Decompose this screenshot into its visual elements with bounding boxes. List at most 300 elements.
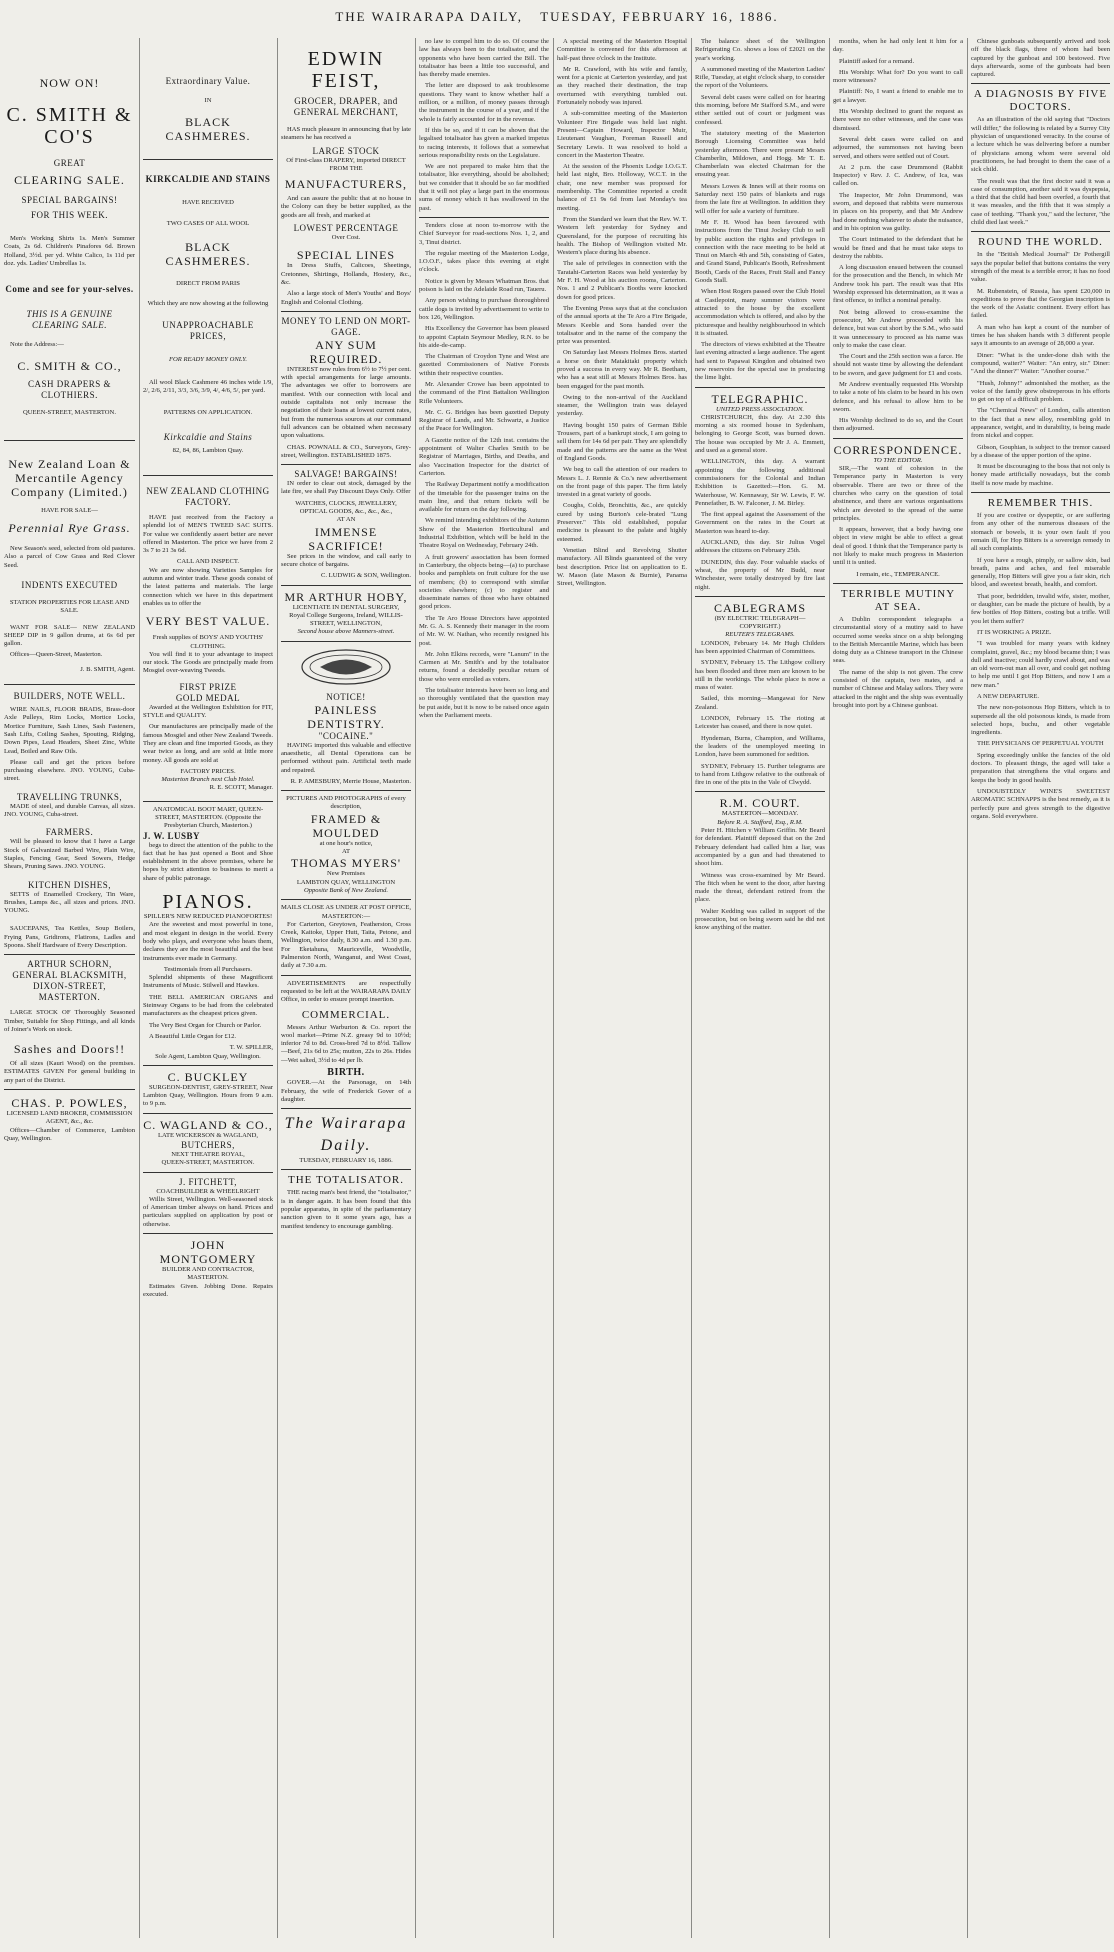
news-item: Coughs, Colds, Bronchitis, &c., are quickly cured by using Burton's cele-brated "Lung Preserver." This old established, popular medicine is pleasant to the palate and highly esteemed. — [557, 502, 687, 543]
ad-line: GROCER, DRAPER, and GENERAL MERCHANT, — [293, 96, 399, 117]
ad-text: IN order to clear out stock, damaged by the late fire, we shall Pay Discount Days Only. Offer — [281, 480, 411, 496]
news-item: Plaintiff asked for a remand. — [839, 57, 915, 65]
news-item: "Hush, Johnny!" admonished the mother, as the voice of the family grew obstreperous in his efforts to get on top of a difficult problem. — [971, 379, 1110, 404]
section-subheading: UNITED PRESS ASSOCIATION. — [715, 405, 805, 413]
ad-text: Splendid shipments of these Magnificent Instruments of Music. Stilwell and Hawkes. — [143, 974, 273, 990]
column-2 — [143, 38, 273, 1938]
ad-line: Opposite Bank of New Zealand. — [303, 886, 389, 894]
ad-heading: BLACK CASHMERES. — [165, 115, 251, 144]
section-subheading: MASTERTON—MONDAY. — [721, 810, 799, 818]
ad-heading: Sashes and Doors!! — [13, 1042, 126, 1057]
ad-line: CASH DRAPERS & CLOTHIERS. — [27, 379, 112, 401]
divider — [143, 1233, 273, 1234]
ad-text: New Season's seed, selected from old pastures. Also a parcel of Cow Grass and Red Clover Seed. — [4, 545, 135, 569]
ad-heading: BLACK CASHMERES. — [165, 239, 251, 268]
ad-line: LATE WICKERSON & WAGLAND, — [157, 1131, 259, 1139]
article-paragraph: We are not prepared to make him that the totalisator, like everything, should be abolished; but we consider that it should be so far modified that it will not play a large part in the enormous sums of money which it has swallowed in the past. — [419, 163, 549, 212]
news-item: Mr. John Elkins records, were "Lanum" in the Carmen at Mr. Smith's and by the totalisator returns, found a decidedly peculiar return of those who were enrolled as voters. — [419, 650, 549, 683]
news-item: Mr Andrew eventually requested His Worship to take a note of his claim to be heard in his own defence, and his refusal to allow him to be sworn. — [833, 380, 963, 413]
news-item: The Court and the 25th section was a farce. He should not waste time by allowing the defendant to be sworn, and gave judgment for £1 and costs. — [833, 353, 963, 377]
ad-text: Men's Working Shirts 1s. Men's Summer Coats, 2s 6d. Children's Pinafores 6d. Brown Holland, 3½d. per yd. White Calico, 1s 11d per doz. yds. Ladies' Umbrellas 1s. — [4, 235, 135, 267]
ad-signature: T. W. SPILLER, — [229, 1044, 273, 1052]
ad-text: Also a large stock of Men's Youths' and Boys' English and Colonial Clothing. — [281, 290, 411, 306]
article-paragraph: IT IS WORKING A PRIZE. — [977, 628, 1052, 636]
ad-text: Offices—Chamber of Commerce, Lambton Quay, Wellington. — [4, 1126, 135, 1142]
divider — [281, 1169, 411, 1170]
ad-heading: LARGE STOCK — [312, 145, 380, 156]
section-heading: ROUND THE WORLD. — [978, 236, 1103, 249]
ad-line: LAMBTON QUAY, WELLINGTON — [296, 878, 396, 886]
ad-heading: PIANOS. — [162, 891, 254, 914]
news-item: Chinese gunboats subsequently arrived and took off the black flags, three of whom had been captured by the gunboat and 100 bestowed. Five days afterwards, some of the gunboats had been captured. — [971, 38, 1110, 79]
ad-line: SPECIAL BARGAINS! — [21, 195, 118, 205]
news-item: The regular meeting of the Masterton Lodge, I.O.O.F., takes place this evening at eight o'clock. — [419, 249, 549, 274]
news-item: The statutory meeting of the Masterton Borough Licensing Committee was held yesterday afternoon. There were present Messrs Chamberlin, Mildown, and Hogg. Mr T. E. Chamberlain was elected Chairman for the ensuing year. — [695, 129, 825, 179]
ad-text: All wool Black Cashmere 46 inches wide 1/9, 2/, 2/6, 2/11, 3/3, 3/6, 3/9, 4/, 4/6, 5/, per yard. — [143, 378, 273, 395]
ad-firm-name: EDWIN FEIST, — [307, 48, 385, 92]
ad-line: QUEEN-STREET, MASTERTON. — [161, 1159, 255, 1167]
ad-text: WANT FOR SALE— NEW ZEALAND SHEEP DIP in 9 gallon drums, at 6s 6d per gallon. — [4, 623, 135, 648]
ad-heading: BUILDERS, NOTE WELL. — [13, 691, 126, 702]
ad-signature: C. LUDWIG & SON, Wellington. — [320, 572, 411, 580]
divider — [143, 1113, 273, 1114]
article-paragraph: A Dublin correspondent telegraphs a circumstantial story of a mutiny said to have occurred some weeks since on a ship belonging to the British Mercantile Marine, which has been doing duty as a Chinese transport in the Chinese seas. — [833, 615, 963, 665]
news-item: Witness was cross-examined by Mr Beard. The fitch when he went to the door, after having made the threat, defendant retired from the place. — [695, 871, 825, 904]
ad-line: THIS IS A GENUINE CLEARING SALE. — [26, 309, 113, 331]
ad-text: For Carterton, Greytown, Featherston, Cross Creek, Kaitoke, Upper Hutt, Taita, Petone, and Wellington, twice daily, 8.30 a.m. and 1.30 p.m. For Eketahuna, Mauriceville, Woodville, Palmerston North, Wanganui, and West Coast, daily at 7.30 a.m. — [281, 920, 411, 970]
ad-heading: Perennial Rye Grass. — [8, 521, 131, 536]
ad-line: LICENTIATE IN DENTAL SURGERY, — [292, 603, 400, 611]
news-item: At 2 p.m. the case Drummond (Rabbit Inspector) v Rev. J. C. Andrew, of Ica, was called on. — [833, 163, 963, 188]
news-item: Messrs Lowes & Innes will at their rooms on Saturday next 150 pairs of blankets and rugs from the late fire at Wellington. In addition they will offer for sale a variety of furniture. — [695, 182, 825, 215]
ad-line: PICTURES AND PHOTOGRAPHS of every description, — [286, 795, 406, 811]
letter-signature: I remain, etc., TEMPERANCE. — [856, 570, 940, 578]
ad-line: QUEEN-STREET, MASTERTON. — [23, 409, 116, 417]
ad-heading: SPECIAL LINES — [296, 248, 396, 263]
divider — [143, 1065, 273, 1066]
column-5 — [557, 38, 687, 1938]
news-item: In the "British Medical Journal" Dr Pothergill says the popular belief that buttons contains the very strength of the meat is a terrible error; it has no food value. — [971, 251, 1110, 284]
ad-signature: Kirkcaldie and Stains — [163, 431, 253, 442]
divider — [281, 464, 411, 465]
ad-line: 82, 84, 86, Lambton Quay. — [172, 446, 244, 454]
article-paragraph: That poor, bedridden, invalid wife, sister, mother, or daughter, can be made the picture of health, by a few bottles of Hop Bitters, costing but a trifle. Will you let them suffer? — [971, 592, 1110, 625]
ad-firm-name: C. SMITH & CO'S — [6, 104, 133, 148]
ad-line: Testimonials from all Purchasers. — [163, 965, 253, 973]
ad-heading: VERY BEST VALUE. — [145, 614, 271, 629]
news-item: Mr F. H. Wood has been favoured with instructions from the Tinui Jockey Club to sell by public auction the rights and privileges in connection with the race meeting to be held at Tinui on March 4th and 5th, consisting of Gates, and Grand Stand, Publican's Booth, Refreshment Booth, Cards of the Races, Fruit Stall and Fancy Goods Stall. — [695, 218, 825, 285]
section-heading: TELEGRAPHIC. — [711, 391, 809, 406]
ad-heading: MANUFACTURERS, — [284, 177, 408, 192]
ad-text: HAS much pleasure in announcing that by late steamers he has received a — [281, 126, 411, 142]
paper-title: The Wairarapa Daily. — [284, 1115, 408, 1155]
divider — [971, 83, 1110, 84]
ad-text: In Dress Stuffs, Calicoes, Sheetings, Cretonnes, Shirtings, Hollands, Hosiery, &c., &c. — [281, 262, 411, 286]
ad-text: Awarded at the Wellington Exhibition for FIT, STYLE and QUALITY. — [143, 703, 273, 720]
article-paragraph: UNDOUBTEDLY WINE'S SWEETEST AROMATIC SCHNAPPS is the best remedy, as it is perfectly pure and gives strength to the digestive organs. Sold everywhere. — [971, 787, 1110, 820]
ad-heading: KITCHEN DISHES, — [28, 879, 111, 890]
article-paragraph: The name of the ship is not given. The crew consisted of the captain, two mates, and a number of Chinese and Malay sailors. They were attacked in the night and the ship was eventually brought into port by a Chinese gunboat. — [833, 668, 963, 709]
article-paragraph: no law to compel him to do so. Of course the law has always been to the totalisator, and the opponents who have been carried the Bill. The totalisator has been a little too successful, and has thereby made enemies. — [419, 38, 549, 79]
section-heading: COMMERCIAL. — [301, 1008, 391, 1021]
ad-line: HAVE RECEIVED — [182, 199, 234, 207]
news-item: We remind intending exhibitors of the Autumn Show of the Masterton Horticultural and Industrial Exhibition, which will be held in the Theatre Royal on Wednesday, February 24th. — [419, 517, 549, 550]
news-item: Mr R. Crawford, with his wife and family, went for a picnic at Carterton yesterday, and just as they reached their destination, the trap overturned with everything tumbled out. Fortunately nobody was injured. — [557, 65, 687, 107]
ad-firm-name: THOMAS MYERS' — [290, 856, 402, 871]
news-item: Diner: "What is the under-done dish with the compound, waiter?" Waiter: "An entry, sir." Diner: "And the dinner?" Waiter: "Another course." — [971, 351, 1110, 376]
ad-text: ADVERTISEMENTS are respectfully requested to be left at the WAIRARAPA DAILY Office, in order to ensure prompt insertion. — [281, 979, 411, 1004]
news-item: Owing to the non-arrival of the Auckland steamer, the Wellington train was delayed yesterday. — [557, 393, 687, 418]
ad-text: SAUCEPANS, Tea Kettles, Soup Boilers, Frying Pans, Gridirons, Flatirons, Ladles and Spoons. Shelf Hardware of Every Description. — [4, 925, 135, 949]
section-heading: CORRESPONDENCE. — [833, 442, 963, 457]
ad-heading: FARMERS. — [45, 827, 94, 838]
ad-text: MADE of steel, and durable Canvas, all sizes. JNO. YOUNG, Cuba-street. — [4, 802, 135, 819]
ad-heading: TRAVELLING TRUNKS, — [16, 791, 123, 802]
ad-text: SETTS of Enamelled Crockery, Tin Ware, Brushes, Lamps &c., all sizes and prices. JNO. YOUNG. — [4, 890, 135, 915]
section-subheading: REUTER'S TELEGRAMS. — [725, 631, 795, 639]
divider — [971, 231, 1110, 232]
divider — [4, 440, 135, 441]
masthead-paper: THE WAIRARAPA DAILY, — [335, 9, 523, 24]
news-item: CHRISTCHURCH, this day. At 2.30 this morning a six roomed house in Sydenham, belonging to George Scott, was burned down. The house was occupied by Mr J. A. Emmett, and used as a general store. — [695, 413, 825, 455]
ad-line: New Premises — [327, 870, 365, 878]
article-headline: THE TOTALISATOR. — [288, 1174, 404, 1187]
news-item: A Gazette notice of the 12th inst. contains the appointment of Walter Charles Smith to be Registrar of Marriages, Births, and Deaths, and also Vaccination Inspector for the district of Carterton. — [419, 436, 549, 477]
section-heading: BIRTH. — [327, 1067, 365, 1078]
divider — [695, 791, 825, 792]
ad-line: LICENSED LAND BROKER, COMMISSION AGENT, &c., &c. — [6, 1110, 133, 1126]
news-item: Mr. C. G. Bridges has been gazetted Deputy Registrar of Lands, and Mr. Schwartz, a Justice of the Peace for Wellington. — [419, 408, 549, 433]
section-heading: R.M. COURT. — [719, 796, 801, 811]
news-item: The "Chemical News" of London, calls attention to the fact that a new alloy, resembling gold in appearance, weight, and in durability, is being made from nickel and copper. — [971, 407, 1110, 440]
ad-line: Second house above Manners-street. — [297, 628, 395, 636]
ad-heading: NOW ON! — [39, 76, 100, 90]
ad-heading: FIRST PRIZE — [179, 681, 237, 692]
news-item: LONDON, February 15. The rioting at Leicester has ceased, and there is now quiet. — [695, 715, 825, 731]
ad-heading: Extraordinary Value. — [165, 76, 251, 86]
paper-date: TUESDAY, FEBRUARY 16, 1886. — [299, 1157, 393, 1165]
ad-text: SURGEON-DENTIST, GREY-STREET, Near Lambton Quay, Wellington. Hours from 9 a.m. to 9 p.m. — [143, 1083, 273, 1108]
ad-text: We are now showing Varieties Samples for autumn and winter trade. These goods consist of the latest patterns and materials. The large connection which we have in this department enables us to offer the — [143, 566, 273, 607]
column-1 — [4, 38, 135, 1938]
ad-text: INTEREST now rules from 6½ to 7½ per cent. with special arrangements for large amounts. The advantages we offer to borrowers are manifest. With our connection with local and outside capitalists not only increase the negotiation of their loans at lowest current rates, but from the numerous sources at our command full advances can be obtained when necessary upon valuations. — [281, 365, 411, 440]
column-rule — [553, 38, 554, 1938]
news-item: Any person wishing to purchase thoroughbred cattle dogs is invited by advertisement to write to box 126, Wellington. — [419, 297, 549, 321]
news-item: On Saturday last Messrs Holmes Bros. started a horse on their Matakitaki property which proved a success in every way. Mr R. Beetham, who has a seat still at Messrs Holmes Bros. has been engaged for the past month. — [557, 349, 687, 390]
ad-signature: R. P. AMESBURY, Merrie House, Masterton. — [290, 777, 411, 785]
ad-line: NEXT THEATRE ROYAL, — [171, 1151, 245, 1158]
news-item: The Inspector, Mr John Drummond, was sworn, and deposed that rabbits were numerous in places on his property, and that Mr Andrew had done nothing whatever to abate the nuisance, and in his opinion was guilty. — [833, 191, 963, 232]
ad-line: Over Cost. — [331, 234, 361, 242]
ad-heading: PAINLESS DENTISTRY. — [307, 702, 385, 731]
ad-text: A Beautiful Little Organ for £12. — [149, 1032, 237, 1040]
ad-heading: LOWEST PERCENTAGE — [293, 223, 399, 234]
news-item: AUCKLAND, this day. Sir Julius Vogel addresses the citizens on February 25th. — [695, 539, 825, 555]
news-item: WELLINGTON, this day. A warrant appointing the following additional commissioners for the Colonial and Indian Exhibition is Gazetted:—Hon. G. M. Waterhouse, W. Kennaway, Sir W. Lewis, F. W. Pennefather, B. W. Falconer, J. M. Birley. — [695, 458, 825, 507]
news-item: Several debt cases were called on for hearing this morning, before Mr Stafford S.M., and were either settled out of court or judgment was confessed. — [695, 93, 825, 126]
ad-line: Fresh supplies of BOYS' AND YOUTHS' CLOTHING. — [152, 634, 264, 650]
ad-firm-name: KIRKCALDIE AND STAINS — [145, 174, 271, 185]
divider — [281, 311, 411, 312]
divider — [281, 641, 411, 642]
news-item: His Worship declined to do so, and the Court then adjourned. — [833, 417, 963, 433]
ad-line: at one hour's notice, — [319, 839, 373, 847]
engraving-ornament-icon — [298, 646, 394, 688]
news-item: M. Rubenstein, of Russia, has spent £20,000 in expeditions to prove that the Georgian inscription is the work of the Asiatic continent. Every effort has failed. — [971, 287, 1110, 320]
divider — [143, 159, 273, 160]
news-item: months, when he had only lent it him for a day. — [833, 38, 963, 54]
news-item: The Te Aro House Directors have appointed Mr. G. A. S. Kennedy their manager in the room of Mr. W. W. Nathan, who recently resigned his post. — [419, 614, 549, 647]
ad-heading: UNAPPROACHABLE PRICES, — [162, 320, 254, 342]
column-rule — [967, 38, 968, 1938]
news-item: Gibson, Gouphian, is subject to the tremor caused by a disease of the upper portion of the spine. — [971, 443, 1110, 459]
ad-heading: ARTHUR SCHORN, GENERAL BLACKSMITH, DIXON-STREET, MASTERTON. — [12, 959, 127, 1003]
ad-text: CHAS. POWNALL & CO., Surveyors, Grey-street, Wellington. ESTABLISHED 1875. — [281, 443, 411, 459]
ad-line: HAVE FOR SALE— — [41, 506, 98, 514]
ad-line: Royal College Surgeons, Ireland, WILLIS-STREET, WELLINGTON, — [289, 611, 403, 628]
ad-line: Which they are now showing at the following — [147, 300, 269, 308]
news-item: The balance sheet of the Wellington Refrigerating Co. shows a loss of £2021 on the year's working. — [695, 38, 825, 62]
ad-text: WIRE NAILS, FLOOR BRADS, Brass-door Axle Pulleys, Rim Locks, Mortice Locks, Mortice Furniture, Sash Lines, Sash Fasteners, Sash Lifts, Coiling Sashes, Spouting, Ridging, Down Pipes, Lead Headers, Sheet Zinc, White Lead, Boiled and Raw Oils. — [4, 706, 135, 755]
column-rule — [829, 38, 830, 1938]
ad-heading: FRAMED & MOULDED — [310, 811, 382, 840]
ad-line: FOR READY MONEY ONLY. — [168, 356, 248, 364]
ad-heading: NOTICE! — [326, 691, 366, 702]
ad-text: You will find it to your advantage to inspect our stock. The Goods are principally made from Mosgiel over-weaving Tweeds. — [143, 650, 273, 675]
divider — [4, 1089, 135, 1090]
ad-text: Offices—Queen-Street, Masterton. — [10, 651, 103, 659]
ad-line: Come and see for your-selves. — [5, 284, 134, 295]
article-paragraph: SIR,—The want of cohesion in the Temperance party in Masterton is very observable. There are two or three of the churches who carry on the question of total abstinence, and there are various organisations which are devoted to the spread of the same principles. — [833, 465, 963, 522]
ad-line: FOR THIS WEEK. — [31, 210, 108, 220]
divider — [281, 1108, 411, 1109]
ad-text: HAVING imported this valuable and effective anaesthetic, all Dental Operations can be performed without pain. Artificial teeth made and repaired. — [281, 741, 411, 774]
article-headline: TERRIBLE MUTINY AT SEA. — [840, 587, 956, 613]
ad-heading: IMMENSE SACRIFICE! — [308, 524, 384, 553]
article-paragraph: If you are costive or dyspeptic, or are suffering from any other of the numerous diseases of the stomach or bowels, it is your own fault if you remain ill, for Hop Bitters is a sovereign remedy in all such complaints. — [971, 512, 1110, 553]
column-6 — [695, 38, 825, 1938]
news-item: Having bought 150 pairs of German Bible Trousers, part of a bankrupt stock, I am going to sell them for 14s 6d per pair. They are splendidly made and the patterns are the same as the West of England Goods. — [557, 421, 687, 462]
article-paragraph: It appears, however, that a body having one object in view might be able to effect a great deal of good. I think that the Temperance party is not likely to make much progress in Masterton until it is united. — [833, 526, 963, 567]
news-item: SYDNEY, February 15. Further telegrams are to hand from Lithgow relative to the outbreak of fire in one of the pits in the Vale of Clwydd. — [695, 762, 825, 787]
ad-line: AT AN — [336, 516, 356, 524]
article-headline: A DIAGNOSIS BY FIVE DOCTORS. — [973, 88, 1108, 114]
news-item: The Chairman of Croydon Tyne and West are gazetted Commissioners of Native Forests within their respective counties. — [419, 353, 549, 377]
ad-line: CALL AND INSPECT. — [176, 558, 240, 566]
ad-text: LARGE STOCK OF Thoroughly Seasoned Timber, Suitable for Shop Fittings, and all kinds of Joiner's Work on stock. — [4, 1009, 135, 1033]
article-paragraph: As an illustration of the old saying that "Doctors will differ," the following is related by a Surrey City physician of unquestioned veracity. In the course of a lecture which he was delivering before a number of physicians among whom were several old practitioners, he had brought to them the case of a sick child. — [971, 116, 1110, 174]
ad-text: HAVE just received from the Factory a splendid lot of MEN'S TWEED SAC SUITS. For value we confidently assert better are never offered in Masterton. The price we have from 2 3s 7 to 21 3s 6d. — [143, 513, 273, 555]
masthead — [0, 0, 1114, 34]
news-item: Hyndeman, Burns, Champion, and Williams, the leaders of the unemployed meeting in London, have been summoned for sedition. — [695, 734, 825, 759]
article-paragraph: The new non-poisonous Hop Bitters, which is to supersede all the old poisonous kinds, is made from selected hops, buchu, and other vegetable ingredients. — [971, 704, 1110, 737]
news-item: SYDNEY, February 15. The Lithgow colliery has been flooded and three men are known to be still in the workings. The whole place is now a mass of water. — [695, 659, 825, 692]
ad-signature: J. B. SMITH, Agent. — [80, 665, 135, 673]
news-item: Mr. Alexander Crowe has been appointed to the command of the First Battalion Wellington Rifle Volunteers. — [419, 380, 549, 405]
article-paragraph: THE PHYSICIANS OF PERPETUAL YOUTH — [977, 740, 1104, 748]
divider — [281, 585, 411, 586]
ad-line: Sole Agent, Lambton Quay, Wellington. — [155, 1052, 261, 1060]
ad-heading: SALVAGE! BARGAINS! — [294, 469, 398, 480]
ad-signature: R. E. SCOTT, Manager. — [209, 784, 273, 792]
column-4 — [419, 38, 549, 1938]
ad-line: BUILDER AND CONTRACTOR, MASTERTON. — [161, 1266, 254, 1282]
ad-firm-name: C. BUCKLEY — [167, 1069, 249, 1084]
ad-text: Our manufactures are principally made of the famous Mosgiel and other New Zealand Tweeds. They are clean and fine imported Goods, as they wear twice as long, and are sold at little more money. All goods are sold at — [143, 723, 273, 764]
ad-text: Will be pleased to know that I have a Large Stock of Galvanized Barbed Wire, Plain Wire, Staples, Fencing Gear, Seed Sowers, Hedge Shears, Pruning Saws. JNO. YOUNG. — [4, 838, 135, 871]
news-item: Venetian Blind and Revolving Shutter manufactory. All Blinds guaranteed of the very best description. Price list on application to E. W. Mason (late Mason & Burnie), Panama Street, Wellington. — [557, 546, 687, 588]
news-item: The Court intimated to the defendant that he would be fined and that he must take steps to destroy the rabbits. — [833, 236, 963, 260]
ad-text: Are the sweetest and most powerful in tone, and most elegant in design in the world. Every body who plays, and everyone who hears them, declares they are the most beautiful and the best instruments ever made in Germany. — [143, 921, 273, 962]
news-item: DUNEDIN, this day. Four valuable stacks of wheat, the property of Mr Budd, near Winchester, were totally destroyed by fire last night. — [695, 558, 825, 591]
news-item: The Evening Press says that at the conclusion of the annual sports at the Te Aro a Fire Brigade, Messrs Keeble and Sons handed over the totalisator and in the name of the company the prize was presented. — [557, 304, 687, 346]
ad-text: Please call and get the prices before purchasing elsewhere. JNO. YOUNG, Cuba-street. — [4, 758, 135, 783]
ad-line: STATION PROPERTIES FOR LEASE AND SALE. — [9, 598, 130, 615]
divider — [143, 1172, 273, 1173]
news-item: Peter H. Hitchen v William Griffin. Mr Beard for defendant. Plaintiff deposed that on the 2nd February defendant had called him a liar, was accompanied by a gun and had threatened to shoot him. — [695, 827, 825, 868]
news-item: The first appeal against the Assessment of the Government on the rates in the Court at Masterton was heard to-day. — [695, 511, 825, 535]
ad-text: begs to direct the attention of the public to the fact that he has just opened a Boot and Shoe establishment in the above premises, where he hopes by strict attention to business to merit a share of public patronage. — [143, 841, 273, 882]
news-item: The directors of views exhibited at the Theatre last evening attracted a large audience. The agent had sent to Papawai Kingdon and obtained two new reservoirs for the special use in producing the lime light. — [695, 341, 825, 382]
ad-line: Masterton Branch next Club Hotel. — [161, 776, 255, 784]
column-8 — [971, 38, 1110, 1938]
news-item: A fruit growers' association has been formed in Canterbury, the objects being—(a) to purchase books and pamphlets on fruit culture for the use of members; (b) to correspond with similar societies elsewhere; (c) to register and disseminate names of those who have obtained good prices. — [419, 553, 549, 611]
ad-line: PATTERNS ON APPLICATION. — [163, 409, 253, 417]
divider — [695, 387, 825, 388]
news-item: Plaintiff: No, I want a friend to enable me to get a lawyer. — [833, 88, 963, 104]
column-rule — [415, 38, 416, 1938]
ad-heading: BUTCHERS, — [181, 1140, 235, 1150]
news-item: A sub-committee meeting of the Masterton Volunteer Fire Brigade was held last night. Present—Captain Howard, Inspector Muir, Lieutenant Vaughan, Foreman Russell and Secretary Lewis. It was resolved to hold a concert in the Masterton Theatre. — [557, 110, 687, 159]
ad-line: INDENTS EXECUTED — [21, 579, 118, 590]
news-item: The sale of privileges in connection with the Taratahi-Carterton Races was held yesterday by Mr F. H. Wood at his auction rooms, Carterton. Nos. 1 and 2 Publican's Booths were knocked down for good prices. — [557, 260, 687, 301]
section-subheading: Before R. A. Stafford, Esq., R.M. — [717, 818, 803, 826]
divider — [143, 475, 273, 476]
news-item: His Worship declined to grant the request as there were no other witnesses, and the case was dismissed. — [833, 108, 963, 132]
news-item: When Host Rogers passed over the Club Hotel at Castlepoint, many summer visitors were attracted to the house by the excellent accommodation which is offered, and also by the picturesque and healthy neighbourhood in which it is situated. — [695, 288, 825, 337]
divider — [281, 899, 411, 900]
ad-line: COACHBUILDER & WHEELRIGHT — [156, 1187, 260, 1195]
ad-firm-name: CHAS. P. POWLES, — [11, 1096, 128, 1111]
ad-heading: MONEY TO LEND ON MORT-GAGE. — [281, 315, 411, 337]
article-paragraph: Spring exceedingly unlike the fancies of the old doctors. To pleasant things, the aged will take a preparation that strengthens the vital organs and keeps the body in good health. — [971, 751, 1110, 784]
ad-firm-name: J. W. LUSBY — [143, 830, 201, 841]
article-paragraph: If you have a rough, pimply, or sallow skin, bad breath, pains and aches, and feel miserable generally, Hop Bitters will give you a fair skin, rich blood, and sweetest breath, health, and comfort. — [971, 556, 1110, 589]
section-subheading: (BY ELECTRIC TELEGRAPH—COPYRIGHT.) — [714, 614, 806, 631]
ad-firm-name: C. WAGLAND & CO., — [143, 1117, 273, 1132]
news-item: The Railway Department notify a modification of the timetable for the passenger trains on the main line, and that return tickets will be available for return on the day following. — [419, 481, 549, 514]
ad-heading: CLEARING SALE. — [14, 173, 125, 187]
section-subheading: TO THE EDITOR. — [873, 456, 923, 464]
divider — [833, 438, 963, 439]
article-paragraph: THE racing man's best friend, the "totalisator," is in danger again. It has been found that this popular apparatus, in spite of the parliamentary sanction given to it some years ago, has a manifest tendency to encourage gambling. — [281, 1189, 411, 1230]
divider — [281, 975, 411, 976]
ad-heading: GOLD MEDAL — [175, 692, 241, 703]
article-paragraph: The result was that the first doctor said it was a case of consumption, another said it was dyspepsia, a third that the child had been overfed, a fourth that it was measles, and the fifth that it was simply a case of teething. "Thank you," said the lecturer, "the child died last week." — [971, 177, 1110, 227]
ad-firm-name: JOHN MONTGOMERY — [159, 1238, 257, 1267]
ad-text: And can assure the public that at no house in the Colony can they be better supplied, as the goods are all fresh, and marked at — [281, 195, 411, 219]
news-item: A summoned meeting of the Masterton Ladies' Rifle, Tuesday, at eight o'clock sharp, to consider the report of the Volunteers. — [695, 65, 825, 90]
ad-line: WATCHES, CLOCKS, JEWELLERY, OPTICAL GOODS, &c., &c., &c., — [295, 499, 397, 516]
article-paragraph: GOVER.—At the Parsonage, on 14th February, the wife of Frederick Gover of a daughter. — [281, 1079, 411, 1103]
ad-heading: MAILS CLOSE AS UNDER AT POST OFFICE, MASTERTON:— — [281, 904, 411, 920]
ad-line: DIRECT FROM PARIS — [176, 279, 240, 287]
news-item: His Worship: What for? Do you want to call more witnesses? — [833, 68, 963, 85]
divider — [143, 801, 273, 802]
divider — [695, 596, 825, 597]
news-item: A long discussion ensued between the counsel for the prosecution and the Bench, in which Mr Andrew took his part. The result was that His Worship expressed his determination, as it was a first offence, to inflict a nominal penalty. — [833, 264, 963, 305]
ad-heading: New Zealand Loan & Mercantile Agency Company (Limited.) — [8, 456, 131, 499]
column-rule — [691, 38, 692, 1938]
news-item: LONDON, February 14. Mr Hugh Childers has been appointed Chairman of Committees. — [695, 639, 825, 655]
column-3 — [281, 38, 411, 1938]
ad-line: Of First-class DRAPERY, imported DIRECT FROM THE — [286, 156, 406, 172]
news-item: From the Standard we learn that the Rev. W. T. Western left yesterday for Sydney and Queensland, for the purpose of recruiting his health. The Bishop of Wellington visited Mr. Western's place during his absence. — [557, 215, 687, 257]
ad-firm-name: J. FITCHETT, — [178, 1176, 238, 1187]
section-heading: CABLEGRAMS — [713, 600, 806, 615]
column-7 — [833, 38, 963, 1938]
news-item: Tenders close at noon to-morrow with the Chief Surveyor for road-sections Nos. 1, 2, and 3, Tinui district. — [419, 221, 549, 246]
ad-heading: NEW ZEALAND CLOTHING FACTORY. — [146, 485, 270, 507]
news-item: It must be discouraging to the boss that not only is honey made artificially nowadays, but the comb itself is now made by machine. — [971, 463, 1110, 487]
article-paragraph: A NEW DEPARTURE. — [977, 693, 1040, 700]
ad-line: SPILLER'S NEW REDUCED PIANOFORTES! — [143, 913, 273, 921]
divider — [4, 954, 135, 955]
ad-line: FACTORY PRICES. — [180, 767, 236, 775]
article-paragraph: "I was troubled for many years with kidney complaint, gravel, &c.; my blood became thin; I was dull and inactive; could hardly crawl about, and was an old worn-out man all over, and could get nothing to help me until I got Hop Bitters, and now I am a new man." — [971, 640, 1110, 689]
divider — [419, 217, 549, 218]
ad-line: IN — [204, 97, 212, 104]
news-item: Not being allowed to cross-examine the prosecutor, Mr Andrew proceeded with his defence, but was cut short by the S.M., who said it was unnecessary to proceed as his name was only to make the case clear. — [833, 308, 963, 349]
ad-line: "COCAINE." — [318, 730, 374, 741]
divider — [971, 492, 1110, 493]
ad-text: The Very Best Organ for Church or Parlor. — [149, 1021, 262, 1029]
masthead-date: TUESDAY, FEBRUARY 16, 1886. — [540, 9, 779, 24]
divider — [281, 790, 411, 791]
news-item: A man who has kept a count of the number of times he has shaken hands with 3 different people says it amounts to an average of 28,000 a year. — [971, 323, 1110, 348]
news-item: A special meeting of the Masterton Hospital Committee is convened for this afternoon at half-past three o'clock in the Institute. — [557, 38, 687, 62]
article-paragraph: The letter are disposed to ask troublesome questions. They want to know whether half a million, or a million, of money passes through the instrument in the course of a year, and if the whole is fairly accounted for in the revenue. — [419, 82, 549, 123]
article-paragraph: If this be so, and if it can be shown that the legalised totalisator has given a marked impetus to racing interests, it follows that a somewhat serious responsibility rests on the Legislature. — [419, 126, 549, 159]
news-item: Sailed, this morning—Mangawai for New Zealand. — [695, 695, 825, 711]
news-item: At the session of the Phoenix Lodge I.O.G.T. held last night, Bro. Holloway, W.C.T. in the chair, one new member was proposed for membership. The Committee reported a credit balance of £1 9s 6d from last Monday's tea meeting. — [557, 163, 687, 212]
divider — [833, 583, 963, 584]
ad-heading: ANATOMICAL BOOT MART, QUEEN-STREET, MASTERTON. (Opposite the Presbyterian Church, Masterton.) — [152, 805, 264, 830]
article-paragraph: Messrs Arthur Warburton & Co. report the wool market—Prime N.Z. greasy 9d to 10½d; inferior 7d to 8d. Cross-bred 7d to 8½d. Tallow—Beef, 21s 6d to 25s; mutton, 22s to 26s. Hides—Wet salted, 3½d to 4d per lb. — [281, 1023, 411, 1064]
ad-text: Estimates Given. Jobbing Done. Repairs executed. — [143, 1282, 273, 1298]
news-item: We beg to call the attention of our readers to Messrs L. J. Rennie & Co.'s new advertisement on the front page of this paper. The firm lately invested in a great variety of goods. — [557, 466, 687, 499]
ad-line: GREAT — [53, 158, 86, 168]
ad-text: See prices in the window, and call early to secure choice of bargains. — [281, 552, 411, 568]
news-item: Several debt cases were called on and adjourned, the summonses not having been served, and others were settled out of Court. — [833, 135, 963, 160]
section-heading: REMEMBER THIS. — [987, 497, 1094, 510]
divider — [4, 684, 135, 685]
column-rule — [139, 38, 140, 1938]
news-item: Notice is given by Messrs Whatman Bros. that poison is laid on the Adelaide Road run, Taueru. — [419, 277, 549, 294]
news-item: His Excellency the Governor has been pleased to appoint Captain Seymour Medley, R.N. to be his aide-de-camp. — [419, 325, 549, 349]
ad-text: Note the Address:— — [10, 341, 64, 349]
ad-text: THE BELL AMERICAN ORGANS and Steinway Organs to be had from the celebrated manufacturers as the cheapest prices given. — [143, 993, 273, 1018]
column-rule — [277, 38, 278, 1938]
ad-line: TWO CASES OF ALL WOOL — [166, 219, 250, 227]
ad-firm-name: C. SMITH & CO., — [17, 359, 122, 374]
ad-text: Of all sizes (Kauri Wood) on the premises. ESTIMATES GIVEN For general building in any part of the District. — [4, 1060, 135, 1084]
ad-firm-name: MR ARTHUR HOBY, — [284, 589, 408, 604]
news-item: The totalisator interests have been so long and so thoroughly ventilated that the question may be put aside, but it is now to be raised once again when the Parliament meets. — [419, 687, 549, 719]
news-item: Walter Kedding was called in support of the prosecution, but on being sworn said he did not know anything of the matter. — [695, 907, 825, 932]
ad-heading: ANY SUM REQUIRED. — [309, 337, 383, 366]
ad-line: AT — [341, 848, 351, 856]
